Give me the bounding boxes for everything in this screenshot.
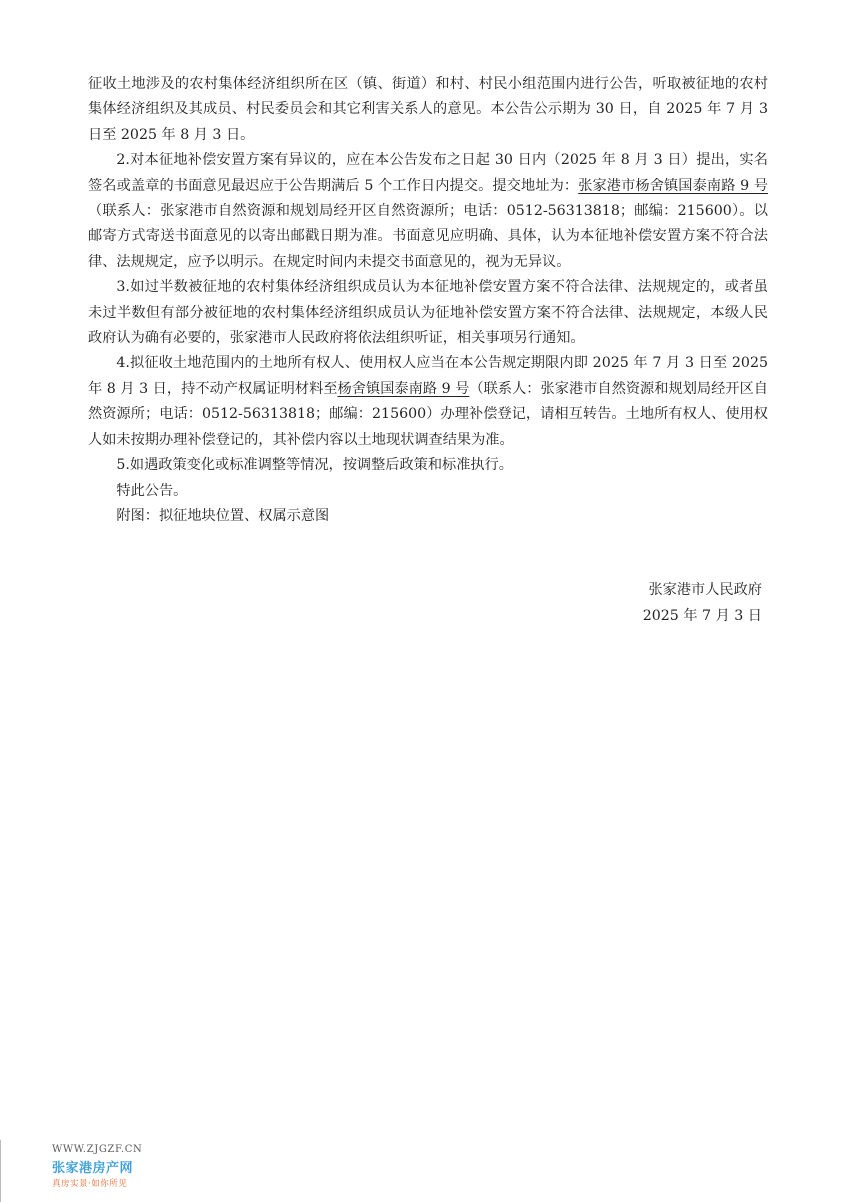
closing-text: 特此公告。 (116, 482, 188, 499)
item-2-address: 张家港市杨舍镇国泰南路 9 号 (578, 177, 768, 194)
attachment-text: 附图：拟征地块位置、权属示意图 (116, 507, 330, 524)
item-5-paragraph: 5.如遇政策变化或标准调整等情况，按调整后政策和标准执行。 (116, 457, 513, 474)
item-4-text-after: （联系人：张家港市自然资源和规划局经开区自然资源所；电话：0512-56313818；邮编：215600）办理补偿登记，请相互转告。土地所有权人、使用权人如未按期办理补偿登记的，其补偿内容以土地现状调查结果为准。 (88, 380, 768, 448)
item-2-text-after: （联系人：张家港市自然资源和规划局经开区自然资源所；电话：0512-56313818；邮编：215600）。以邮寄方式寄送书面意见的以寄出邮戳日期为准。书面意见应明确、具体，认为本征地补偿安置方案不符合法律、法规规定，应予以明示。在规定时间内未提交书面意见的，视为无异议。 (88, 203, 768, 270)
watermark-slogan: 真房实景·如你所见 (52, 1179, 128, 1189)
item-2-paragraph (88, 148, 768, 275)
watermark-logo (52, 1144, 142, 1189)
watermark-site-name: 张家港房产网 (52, 1161, 134, 1176)
item-3-paragraph: 3.如过半数被征地的农村集体经济组织成员认为本征地补偿安置方案不符合法律、法规规定的，或者虽未过半数但有部分被征地的农村集体经济组织成员认为征地补偿安置方案不符合法律、法规规定，本级人民政府认为确有必要的，张家港市人民政府将依法组织听证，相关事项另行通知。 (88, 279, 768, 347)
signature-organization: 张家港市人民政府 (648, 582, 762, 598)
item-2-text-before: 2.对本征地补偿安置方案有异议的，应在本公告发布之日起 30 日内（2025 年 8 月 3 日）提出，实名签名或盖章的书面意见最迟应于公告期满后 5 个工作日内提交。提交地址为： (88, 152, 768, 194)
intro-paragraph: 征收土地涉及的农村集体经济组织所在区（镇、街道）和村、村民小组范围内进行公告，听取被征地的农村集体经济组织及其成员、村民委员会和其它利害关系人的意见。本公告公示期为 30 日，自 2025 年 7 月 3 日至 2025 年 8 月 3 日。 (88, 76, 768, 143)
watermark-url: WWW.ZJGZF.CN (52, 1144, 143, 1155)
item-4-address: 杨舍镇国泰南路 9 号 (337, 380, 470, 397)
page-edge-line (0, 1140, 1, 1202)
item-4-paragraph (88, 351, 768, 453)
signature-date: 2025 年 7 月 3 日 (642, 608, 762, 624)
item-4-text-before: 4.拟征收土地范围内的土地所有权人、使用权人应当在本公告规定期限内即 2025 年 7 月 3 日至 2025 年 8 月 3 日，持不动产权属证明材料至 (88, 355, 768, 397)
notice-body (88, 72, 768, 529)
